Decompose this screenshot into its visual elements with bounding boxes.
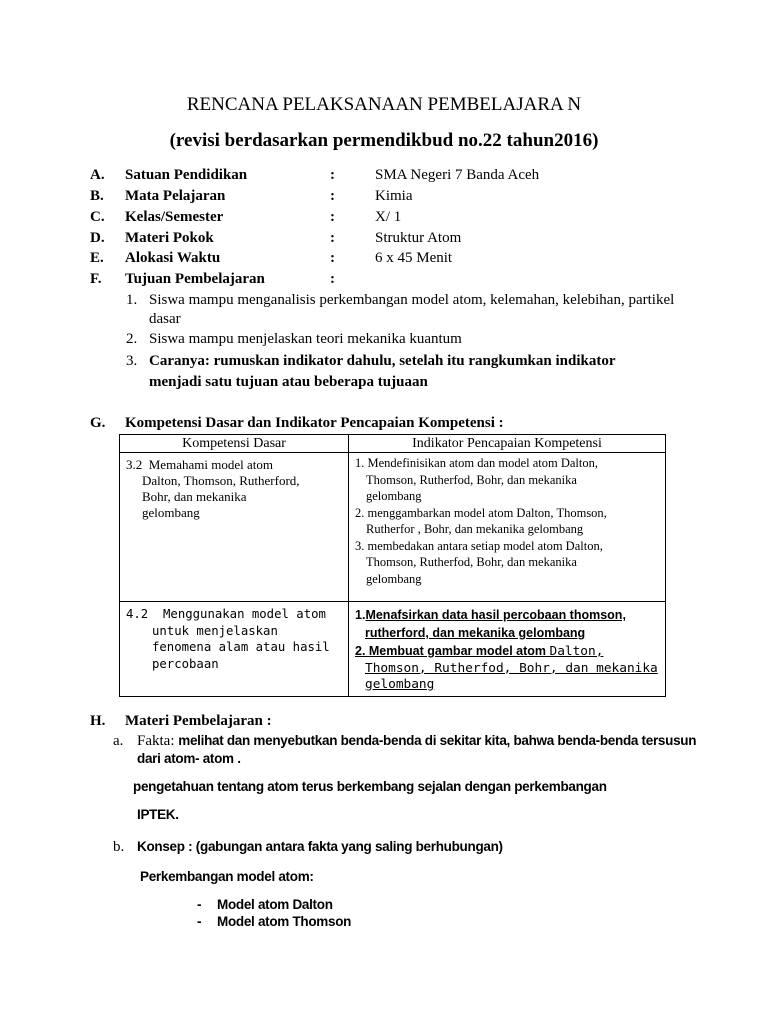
identity-label: Materi Pokok	[125, 230, 214, 246]
indicator-line: Rutherfor , Bohr, dan mekanika gelombang	[366, 522, 584, 536]
identity-letter: A.	[90, 167, 105, 183]
indicator-line: 2. menggambarkan model atom Dalton, Thomson,	[355, 505, 607, 520]
identity-colon: :	[330, 209, 335, 225]
kd-number: 3.2	[126, 457, 143, 472]
table-cell-indicator	[349, 602, 666, 697]
paragraph: pengetahuan tentang atom terus berkembang sejalan dengan perkembangan	[133, 779, 607, 794]
section-h-heading: Materi Pembelajaran :	[125, 713, 272, 729]
kd-text-line: untuk menjelaskan	[152, 623, 278, 638]
identity-label: Mata Pelajaran	[125, 188, 226, 204]
competency-table	[119, 434, 666, 697]
kd-text-line: percobaan	[152, 656, 219, 671]
indicator-line: Thomson, Rutherfod, Bohr, dan mekanika	[365, 660, 658, 676]
objective-number: 1.	[126, 292, 138, 308]
identity-value: Kimia	[375, 188, 413, 204]
identity-colon: :	[330, 250, 335, 266]
section-g-heading: Kompetensi Dasar dan Indikator Pencapaian Kompetensi :	[125, 415, 504, 431]
identity-label: Tujuan Pembelajaran	[125, 271, 265, 287]
indicator-line: gelombang	[365, 677, 435, 692]
identity-letter: B.	[90, 188, 104, 204]
item-letter: b.	[113, 839, 125, 855]
identity-letter: D.	[90, 230, 105, 246]
objective-text: Siswa mampu menjelaskan teori mekanika kuantum	[149, 331, 462, 347]
section-g-letter: G.	[90, 415, 106, 431]
indicator-line: Thomson, Rutherfod, Bohr, dan mekanika	[366, 555, 577, 569]
indicator-line: Thomson, Rutherfod, Bohr, dan mekanika	[366, 472, 577, 487]
page-title: RENCANA PELAKSANAAN PEMBELAJARA N	[186, 94, 582, 115]
identity-value: Struktur Atom	[375, 230, 462, 246]
identity-colon: :	[330, 167, 335, 183]
identity-label: Kelas/Semester	[125, 209, 224, 225]
objective-text: menjadi satu tujuan atau beberapa tujuaan	[149, 374, 428, 390]
objective-number: 3.	[126, 353, 138, 369]
fact-line	[137, 731, 696, 751]
identity-label: Alokasi Waktu	[125, 250, 221, 266]
kd-text-line: fenomena alam atau hasil	[152, 640, 330, 654]
identity-value: SMA Negeri 7 Banda Aceh	[375, 167, 540, 183]
section-h-letter: H.	[90, 713, 106, 729]
kd-number: 4.2	[126, 607, 149, 621]
identity-letter: F.	[90, 271, 102, 287]
identity-value: 6 x 45 Menit	[375, 250, 453, 266]
identity-value: X/ 1	[375, 209, 402, 225]
objective-text: Siswa mampu menganalisis perkembangan model atom, kelemahan, kelebihan, partikel	[149, 292, 675, 308]
table-header-cell: Indikator Pencapaian Kompetensi	[349, 435, 666, 453]
fact-prefix: Fakta:	[137, 733, 179, 749]
kd-text-line: gelombang	[142, 505, 200, 520]
fact-text: dari atom- atom .	[137, 751, 241, 766]
bullet-dash: -	[197, 914, 202, 929]
table-cell-indicator	[349, 453, 666, 602]
indicator-line: rutherford, dan mekanika gelombang	[365, 626, 586, 640]
identity-label: Satuan Pendidikan	[125, 167, 248, 183]
indicator-line: 1. Mendefinisikan atom dan model atom Dalton,	[355, 456, 599, 470]
paragraph: Perkembangan model atom:	[140, 869, 314, 884]
item-letter: a.	[113, 733, 124, 749]
table-header-row	[120, 435, 666, 453]
kd-text-line: Memahami model atom	[148, 457, 273, 472]
objective-number: 2.	[126, 331, 138, 347]
identity-letter: E.	[90, 250, 104, 266]
kd-text-line: Menggunakan model atom	[163, 607, 326, 621]
concept-text: Konsep : (gabungan antara fakta yang saling berhubungan)	[137, 839, 503, 854]
kd-text-line: Bohr, dan mekanika	[142, 489, 247, 504]
indicator-line: 3. membedakan antara setiap model atom Dalton,	[355, 538, 603, 553]
indicator-line: 2. Membuat gambar model atom	[355, 644, 550, 658]
kd-text-line: Dalton, Thomson, Rutherford,	[142, 473, 300, 488]
identity-colon: :	[330, 188, 335, 204]
indicator-line: gelombang	[366, 489, 422, 503]
table-cell-kd	[120, 602, 349, 697]
indicator-line: Menafsirkan data hasil percobaan thomson,	[365, 608, 626, 622]
fact-text: melihat dan menyebutkan benda-benda di sekitar kita, bahwa benda-benda tersusun	[178, 733, 697, 748]
table-cell-kd	[120, 453, 349, 602]
table-row	[120, 602, 666, 697]
objective-text: Caranya: rumuskan indikator dahulu, setelah itu rangkumkan indikator	[149, 353, 616, 369]
list-item: Model atom Dalton	[217, 897, 333, 912]
identity-colon: :	[330, 230, 335, 246]
table-row	[120, 453, 666, 602]
identity-letter: C.	[90, 209, 105, 225]
list-item: Model atom Thomson	[217, 914, 352, 929]
identity-colon: :	[330, 271, 335, 287]
indicator-line: Dalton,	[549, 644, 604, 659]
page-subtitle: (revisi berdasarkan permendikbud no.22 tahun2016)	[169, 130, 599, 151]
paragraph: IPTEK.	[137, 807, 179, 822]
objective-text: dasar	[149, 311, 181, 327]
bullet-dash: -	[197, 897, 202, 912]
table-header-cell: Kompetensi Dasar	[120, 435, 349, 453]
indicator-line: gelombang	[366, 571, 422, 586]
indicator-number: 1.	[355, 608, 366, 622]
